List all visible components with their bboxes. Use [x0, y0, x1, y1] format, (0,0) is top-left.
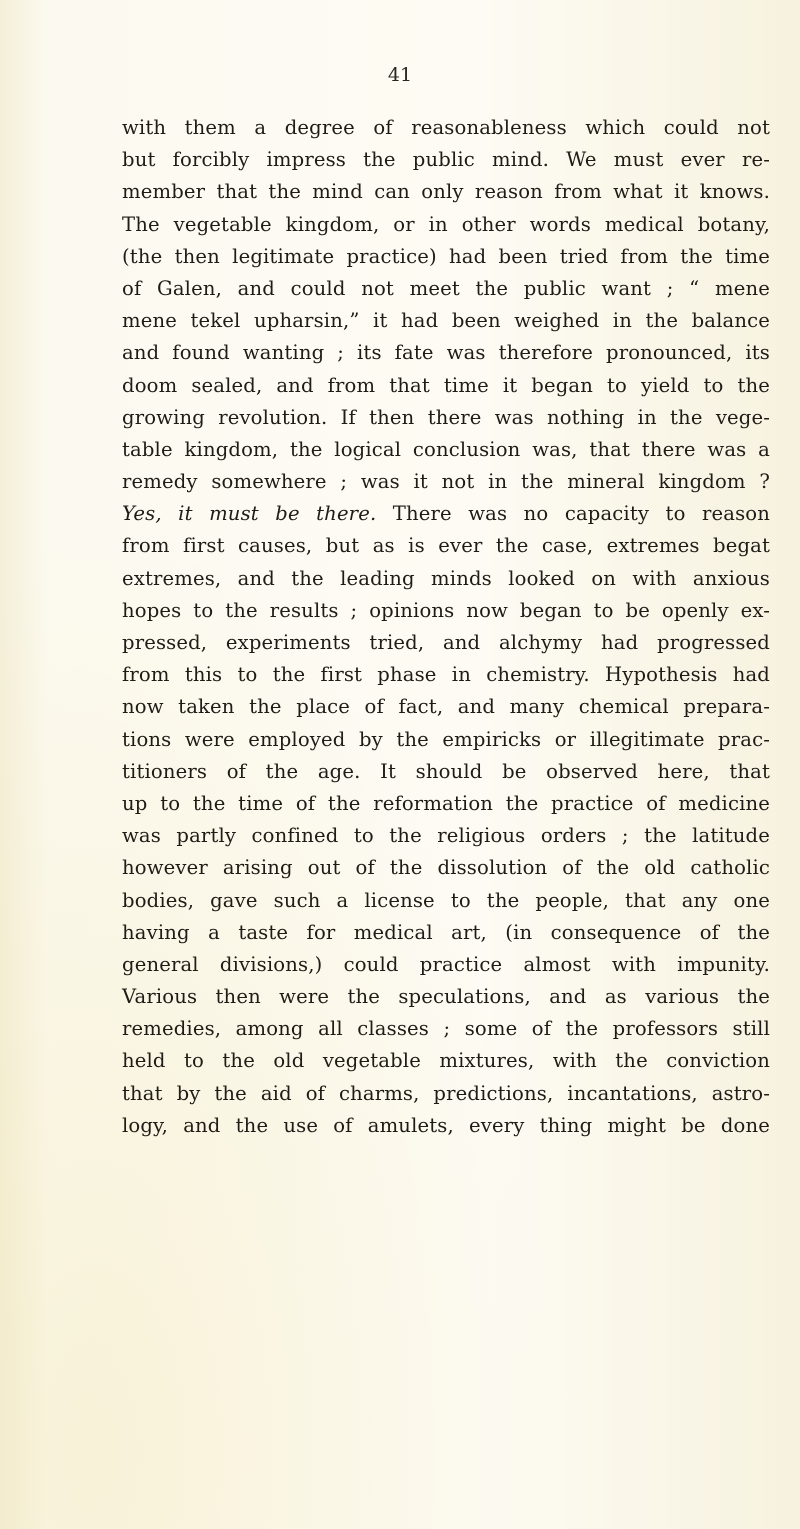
body-text: [122, 112, 770, 1142]
text-line: from this to the first phase in chemistry. Hypothesis had: [122, 663, 770, 687]
text-line: tions were employed by the empiricks or illegitimate prac-: [122, 727, 770, 751]
text-line: The vegetable kingdom, or in other words medical botany,: [122, 212, 770, 236]
text-line: member that the mind can only reason from what it knows.: [122, 180, 770, 204]
text-line: logy, and the use of amulets, every thing might be done: [122, 1113, 770, 1137]
text-line: having a taste for medical art, (in consequence of the: [122, 920, 770, 944]
text-line-with-italic: [122, 498, 770, 530]
text-line: growing revolution. If then there was nothing in the vege-: [122, 405, 770, 429]
text-line: general divisions,) could practice almost with impunity.: [122, 952, 770, 976]
text-line: table kingdom, the logical conclusion was, that there was a: [122, 437, 770, 461]
text-line: now taken the place of fact, and many chemical prepara-: [122, 695, 770, 719]
text-line: remedies, among all classes ; some of the professors still: [122, 1017, 770, 1041]
text-line-rest: There was no capacity to reason: [376, 502, 770, 526]
text-line: remedy somewhere ; was it not in the mineral kingdom ?: [122, 470, 770, 494]
text-line: pressed, experiments tried, and alchymy had progressed: [122, 631, 770, 654]
text-line: but forcibly impress the public mind. We must ever re-: [122, 148, 770, 172]
text-line: (the then legitimate practice) had been tried from the time: [122, 244, 770, 268]
text-line: doom sealed, and from that time it began to yield to the: [122, 373, 770, 397]
text-line: mene tekel upharsin,” it had been weighed in the balance: [122, 309, 770, 333]
page-number: 41: [387, 64, 413, 86]
text-line: and found wanting ; its fate was therefore pronounced, its: [122, 341, 770, 365]
text-line: from first causes, but as is ever the case, extremes begat: [122, 534, 770, 558]
text-line: extremes, and the leading minds looked on with anxious: [122, 566, 770, 590]
text-line: bodies, gave such a license to the people, that any one: [122, 888, 770, 912]
text-line: titioners of the age. It should be observed here, that: [122, 759, 770, 783]
text-line: that by the aid of charms, predictions, incantations, astro-: [122, 1081, 770, 1105]
text-line: up to the time of the reformation the practice of medicine: [122, 791, 770, 815]
italic-phrase: Yes, it must be there.: [122, 502, 377, 526]
text-line: with them a degree of reasonableness which could not: [122, 116, 770, 139]
text-line: Various then were the speculations, and as various the: [122, 985, 770, 1009]
text-line: however arising out of the dissolution of the old catholic: [122, 856, 770, 880]
text-line: of Galen, and could not meet the public want ; “ mene: [122, 276, 770, 300]
text-line: held to the old vegetable mixtures, with the conviction: [122, 1049, 770, 1073]
text-line: hopes to the results ; opinions now began to be openly ex-: [122, 598, 770, 622]
text-line: was partly confined to the religious orders ; the latitude: [122, 824, 770, 848]
